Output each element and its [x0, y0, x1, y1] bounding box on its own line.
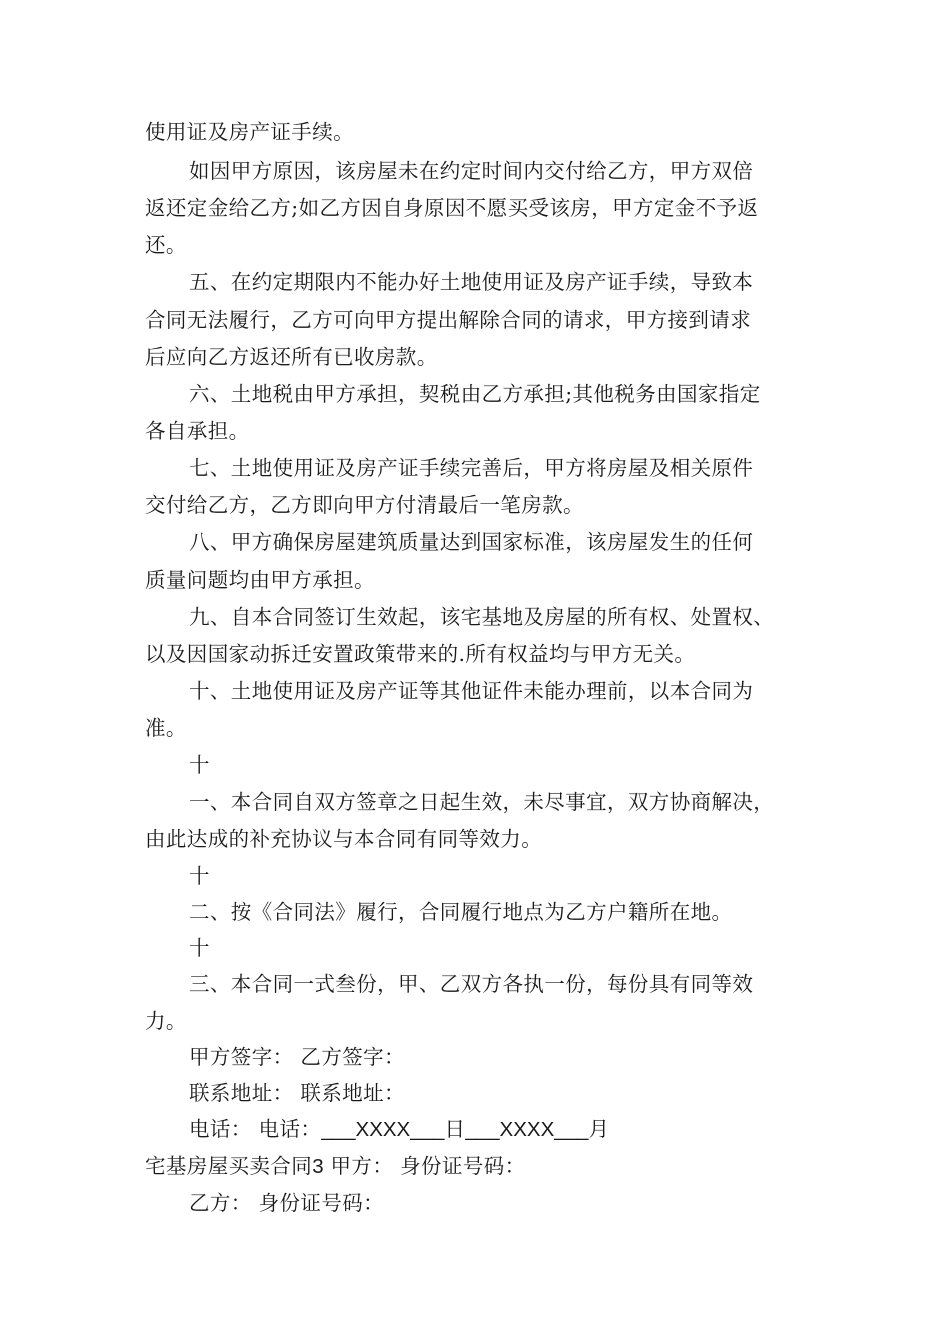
paragraph-line: 由此达成的补充协议与本合同有同等效力。 [145, 827, 543, 851]
contract-title: 宅基房屋买卖合同 [145, 1154, 313, 1178]
paragraph-line: 准。 [145, 716, 187, 740]
phone-labels: 电话： 电话： [189, 1117, 322, 1141]
paragraph-line: 六、土地税由甲方承担，契税由乙方承担;其他税务由国家指定 [189, 382, 761, 406]
party-a-id-label: 甲方： 身份证号码： [323, 1154, 526, 1178]
paragraph-line: 后应向乙方返还所有已收房款。 [145, 345, 438, 369]
signature-line: 甲方签字： 乙方签字： [189, 1045, 405, 1069]
date-blank-month: ___XXXX___ [465, 1118, 589, 1141]
party-b-id-line: 乙方： 身份证号码： [189, 1191, 385, 1215]
paragraph-line: 返还定金给乙方;如乙方因自身原因不愿买受该房，甲方定金不予返 [145, 196, 759, 220]
date-blank-day: ___XXXX___ [321, 1118, 445, 1141]
paragraph-line: 十 [189, 864, 210, 888]
contract-number: 3 [312, 1155, 324, 1178]
contract-title-line [145, 1152, 526, 1181]
paragraph-line: 力。 [145, 1009, 187, 1033]
paragraph-line: 一、本合同自双方签章之日起生效，未尽事宜，双方协商解决， [189, 790, 775, 814]
paragraph-line: 五、在约定期限内不能办好土地使用证及房产证手续，导致本 [189, 270, 754, 294]
paragraph-line: 九、自本合同签订生效起，该宅基地及房屋的所有权、处置权、 [189, 605, 775, 629]
paragraph-line: 使用证及房产证手续。 [145, 120, 354, 144]
paragraph-line: 合同无法履行，乙方可向甲方提出解除合同的请求，甲方接到请求 [145, 308, 752, 332]
paragraph-line: 十 [189, 936, 210, 960]
paragraph-line: 质量问题均由甲方承担。 [145, 568, 375, 592]
paragraph-line: 八、甲方确保房屋建筑质量达到国家标准，该房屋发生的任何 [189, 530, 754, 554]
day-label: 日 [444, 1117, 466, 1141]
address-line: 联系地址： 联系地址： [189, 1081, 405, 1105]
paragraph-line: 各自承担。 [145, 419, 250, 443]
paragraph-line: 以及因国家动拆迁安置政策带来的.所有权益均与甲方无关。 [145, 642, 696, 666]
paragraph-line: 还。 [145, 233, 187, 257]
paragraph-line: 十、土地使用证及房产证等其他证件未能办理前，以本合同为 [189, 679, 754, 703]
month-label: 月 [588, 1117, 610, 1141]
paragraph-line: 二、按《合同法》履行，合同履行地点为乙方户籍所在地。 [189, 900, 733, 924]
paragraph-line: 交付给乙方，乙方即向甲方付清最后一笔房款。 [145, 493, 584, 517]
paragraph-line: 七、土地使用证及房产证手续完善后，甲方将房屋及相关原件 [189, 456, 754, 480]
paragraph-line: 三、本合同一式叁份，甲、乙双方各执一份，每份具有同等效 [189, 972, 754, 996]
paragraph-line: 如因甲方原因，该房屋未在约定时间内交付给乙方，甲方双倍 [189, 159, 754, 183]
paragraph-line: 十 [189, 753, 210, 777]
date-line [189, 1115, 609, 1144]
